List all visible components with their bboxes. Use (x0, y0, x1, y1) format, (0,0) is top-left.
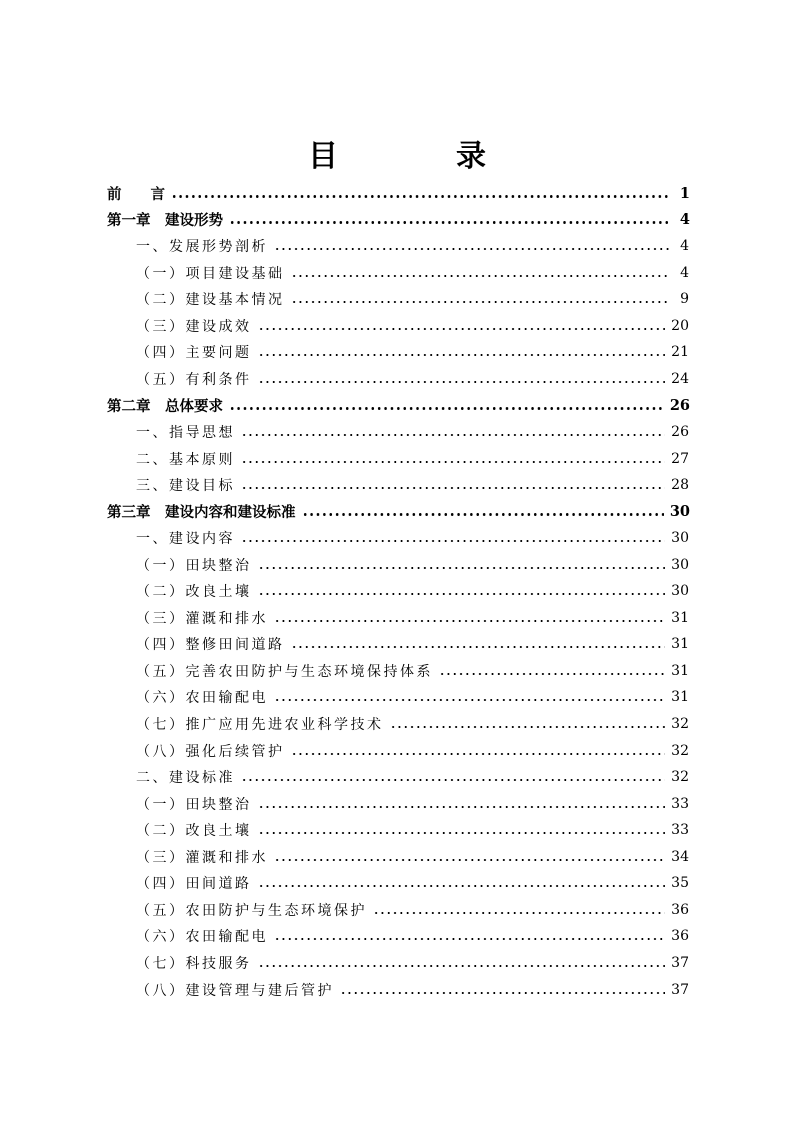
toc-entry-label: （一）田块整治 (136, 557, 252, 574)
toc-entry-label: （四）整修田间道路 (136, 637, 285, 654)
toc-entry-label: 一、指导思想 (136, 424, 235, 441)
toc-entry[interactable] (136, 446, 689, 472)
toc-leader-dots (274, 938, 665, 940)
toc-entry-label: （三）灌溉和排水 (136, 849, 268, 866)
toc-entry-label: （五）农田防护与生态环境保护 (136, 902, 367, 919)
toc-entry-page: 30 (669, 503, 690, 521)
toc-entry-label: 第一章 建设形势 (107, 213, 223, 230)
toc-entry-page: 31 (671, 662, 689, 679)
toc-entry-label: （五）完善农田防护与生态环境保持体系 (136, 663, 433, 680)
toc-entry-page: 37 (671, 981, 689, 998)
toc-entry-page: 28 (671, 477, 689, 494)
toc-entry[interactable] (136, 631, 689, 657)
page-title: 目 录 (308, 139, 530, 174)
toc-leader-dots (291, 301, 670, 303)
toc-entry-label: （八）建设管理与建后管护 (136, 982, 334, 999)
toc-entry-page: 32 (671, 742, 689, 759)
toc-entry[interactable] (136, 870, 689, 896)
toc-entry-label: （六）农田输配电 (136, 929, 268, 946)
toc-leader-dots (274, 699, 665, 701)
toc-entry[interactable] (136, 764, 689, 790)
toc-leader-dots (258, 381, 666, 383)
toc-entry-page: 27 (671, 450, 689, 467)
toc-leader-dots (258, 593, 666, 595)
toc-leader-dots (274, 248, 669, 250)
toc-leader-dots (274, 620, 665, 622)
toc-entry-page: 36 (671, 928, 689, 945)
toc-entry-page: 30 (671, 530, 689, 547)
toc-entry[interactable] (136, 977, 689, 1003)
toc-leader-dots (258, 885, 666, 887)
toc-leader-dots (258, 965, 666, 967)
toc-leader-dots (373, 912, 665, 914)
toc-entry[interactable] (136, 260, 689, 286)
toc-leader-dots (439, 673, 665, 675)
toc-leader-dots (258, 567, 666, 569)
toc-entry[interactable] (136, 339, 689, 365)
toc-entry-label: 第三章 建设内容和建设标准 (107, 505, 296, 522)
toc-entry[interactable] (136, 366, 689, 392)
toc-entry[interactable] (136, 923, 689, 949)
toc-entry-page: 4 (680, 264, 689, 281)
toc-leader-dots (390, 726, 666, 728)
toc-entry-label: （三）建设成效 (136, 318, 252, 335)
toc-entry-label: （二）改良土壤 (136, 584, 252, 601)
toc-entry-page: 32 (671, 716, 689, 732)
toc-leader-dots (229, 407, 664, 410)
toc-leader-dots (241, 487, 665, 489)
toc-leader-dots (340, 992, 665, 994)
toc-entry-label: 第二章 总体要求 (107, 398, 223, 415)
toc-entry[interactable] (136, 472, 689, 498)
toc-entry-label: 一、建设内容 (136, 531, 235, 548)
toc-entry-label: （七）科技服务 (136, 955, 252, 972)
toc-entry-label: 三、建设目标 (136, 478, 235, 495)
toc-entry-page: 35 (671, 875, 689, 892)
toc-leader-dots (258, 328, 666, 330)
toc-entry[interactable] (136, 313, 689, 339)
toc-entry-page: 4 (680, 238, 689, 255)
toc-entry[interactable] (107, 499, 690, 525)
toc-entry[interactable] (136, 286, 689, 312)
toc-entry-label: （一）田块整治 (136, 796, 252, 813)
toc-entry-page: 4 (679, 211, 690, 229)
toc-leader-dots (302, 513, 664, 516)
toc-entry-page: 26 (669, 396, 690, 414)
toc-entry[interactable] (136, 684, 689, 710)
toc-leader-dots (241, 461, 665, 463)
toc-entry[interactable] (136, 578, 689, 604)
toc-entry-page: 30 (671, 583, 689, 600)
toc-entry[interactable] (136, 658, 689, 684)
toc-leader-dots (258, 832, 666, 834)
toc-leader-dots (241, 540, 665, 542)
toc-entry-label: （四）田间道路 (136, 876, 252, 893)
toc-entry-page: 32 (671, 769, 689, 786)
toc-leader-dots (229, 221, 670, 224)
toc-entry[interactable] (136, 897, 689, 923)
toc-entry-label: （八）强化后续管护 (136, 743, 285, 760)
toc-entry-page: 1 (679, 184, 690, 202)
toc-entry[interactable] (136, 711, 689, 737)
toc-entry-page: 9 (680, 291, 689, 308)
toc-entry-page: 37 (671, 954, 689, 971)
toc-entry-page: 36 (671, 901, 689, 918)
toc-entry-label: （二）建设基本情况 (136, 292, 285, 309)
toc-entry-page: 33 (671, 822, 689, 839)
toc-entry-label: （四）主要问题 (136, 345, 252, 362)
toc-entry[interactable] (136, 817, 689, 843)
toc-entry-page: 26 (671, 423, 689, 440)
toc-entry-label: （六）农田输配电 (136, 690, 268, 707)
toc-entry-page: 31 (671, 636, 689, 653)
toc-entry-label: 前 言 (107, 186, 165, 203)
toc-entry-page: 30 (671, 556, 689, 573)
toc-entry[interactable] (136, 791, 689, 817)
toc-entry-label: （五）有利条件 (136, 371, 252, 388)
toc-leader-dots (291, 753, 666, 755)
toc-entry-label: （一）项目建设基础 (136, 265, 285, 282)
toc-entry[interactable] (136, 738, 689, 764)
toc-entry-page: 33 (671, 795, 689, 812)
toc-entry-page: 24 (671, 370, 689, 387)
toc-entry[interactable] (136, 950, 689, 976)
toc-entry[interactable] (136, 844, 689, 870)
toc-entry-page: 31 (671, 609, 689, 626)
toc-leader-dots (171, 195, 670, 198)
toc-entry-page: 21 (671, 344, 689, 361)
toc-entry[interactable] (107, 180, 690, 206)
toc-entry-page: 20 (671, 317, 689, 334)
toc-leader-dots (258, 806, 666, 808)
toc-entry-label: （三）灌溉和排水 (136, 610, 268, 627)
toc-entry-label: （二）改良土壤 (136, 823, 252, 840)
toc-entry[interactable] (107, 392, 690, 418)
toc-entry-label: 一、发展形势剖析 (136, 239, 268, 256)
toc-entry-label: （七）推广应用先进农业科学技术 (136, 717, 384, 733)
toc-entry-label: 二、建设标准 (136, 770, 235, 787)
toc-entry[interactable] (107, 207, 690, 233)
toc-leader-dots (241, 779, 665, 781)
toc-entry[interactable] (136, 525, 689, 551)
toc-entry[interactable] (136, 233, 689, 259)
toc-entry[interactable] (136, 605, 689, 631)
toc-entry-page: 31 (671, 689, 689, 706)
toc-entry-label: 二、基本原则 (136, 451, 235, 468)
toc-entry[interactable] (136, 419, 689, 445)
toc-leader-dots (291, 275, 670, 277)
toc-leader-dots (258, 354, 666, 356)
toc-leader-dots (274, 859, 665, 861)
toc-entry[interactable] (136, 552, 689, 578)
toc-leader-dots (291, 646, 666, 648)
toc-entry-page: 34 (671, 848, 689, 865)
toc-leader-dots (241, 434, 665, 436)
